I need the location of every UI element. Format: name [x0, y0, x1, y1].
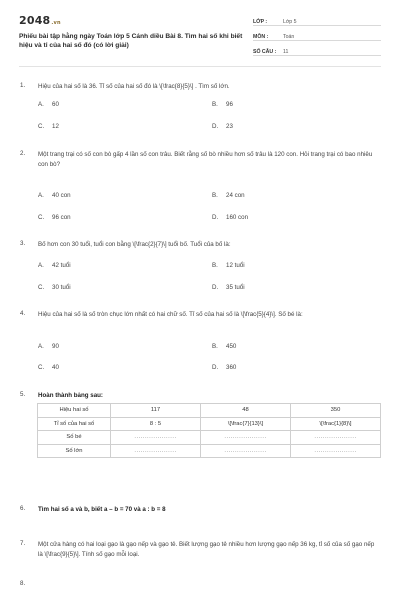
- table-row: [38, 431, 381, 445]
- option-text: 96 con: [52, 214, 71, 221]
- option-text: 360: [226, 364, 237, 371]
- meta-key: SỐ CÂU :: [253, 49, 277, 55]
- meta-value: Toán: [283, 34, 295, 40]
- meta-row-subject: [253, 29, 381, 41]
- option-text: 160 con: [226, 214, 249, 221]
- blank-cell[interactable]: ....................: [111, 431, 201, 445]
- option-b[interactable]: [212, 101, 233, 108]
- option-a[interactable]: [38, 262, 71, 269]
- blank-cell[interactable]: ....................: [111, 444, 201, 458]
- table-cell: 48: [201, 404, 291, 418]
- question-text: Bố hơn con 30 tuổi, tuổi con bằng \[\frac{2}{7}\] tuổi bố. Tuổi của bố là:: [38, 241, 231, 248]
- question-number: 2.: [20, 150, 26, 157]
- option-text: 30 tuổi: [52, 284, 71, 291]
- option-b[interactable]: [212, 192, 245, 199]
- meta-info: [253, 14, 381, 59]
- option-b[interactable]: [212, 343, 236, 350]
- table-row: [38, 404, 381, 418]
- option-letter: C.: [38, 284, 45, 291]
- option-letter: A.: [38, 101, 44, 108]
- question-number: 7.: [20, 540, 26, 547]
- question-number: 6.: [20, 505, 26, 512]
- option-d[interactable]: [212, 123, 233, 130]
- table-cell: \[\frac{1}{8}\]: [291, 417, 381, 431]
- option-text: 96: [226, 101, 233, 108]
- option-d[interactable]: [212, 214, 248, 221]
- option-a[interactable]: [38, 343, 59, 350]
- option-text: 40 con: [52, 192, 71, 199]
- question-text: Một trang trại có số con bò gấp 4 lần số con trâu. Biết rằng số bò nhiều hơn số trâu là 120 con. Hỏi trang trại có bao nhiêu con bò?: [38, 151, 373, 168]
- question-text: Một cửa hàng có hai loại gạo là gạo nếp và gạo tẻ. Biết lượng gạo tẻ nhiều hơn lượng gạo nếp 36 kg, tỉ số của số gạo nếp là \[\frac{9}{5}\]. Tính số gạo mỗi loại.: [38, 541, 375, 558]
- option-d[interactable]: [212, 284, 245, 291]
- option-letter: A.: [38, 343, 44, 350]
- option-c[interactable]: [38, 364, 59, 371]
- question-text: Tìm hai số a và b, biết a – b = 70 và a : b = 8: [38, 506, 166, 513]
- table-cell: \[\frac{7}{13}\]: [201, 417, 291, 431]
- option-text: 60: [52, 101, 59, 108]
- worksheet-title: Phiếu bài tập hằng ngày Toán lớp 5 Cánh diều Bài 8. Tìm hai số khi biết hiệu và tỉ của hai số đó (có lời giải): [19, 33, 243, 49]
- blank-cell[interactable]: ....................: [201, 444, 291, 458]
- option-letter: D.: [212, 214, 219, 221]
- option-letter: B.: [212, 192, 218, 199]
- question-number: 4.: [20, 310, 26, 317]
- option-letter: B.: [212, 262, 218, 269]
- question-number: 5.: [20, 391, 26, 398]
- option-letter: D.: [212, 364, 219, 371]
- option-letter: C.: [38, 364, 45, 371]
- option-text: 12: [52, 123, 59, 130]
- option-letter: A.: [38, 262, 44, 269]
- worksheet-header: [19, 14, 381, 58]
- option-letter: C.: [38, 123, 45, 130]
- logo-text: 2048: [19, 14, 51, 27]
- meta-key: MÔN :: [253, 34, 269, 40]
- meta-key: LỚP :: [253, 19, 268, 25]
- option-letter: B.: [212, 101, 218, 108]
- fill-in-table: [37, 403, 381, 458]
- table-cell: Số lớn: [38, 444, 111, 458]
- option-c[interactable]: [38, 123, 59, 130]
- option-text: 90: [52, 343, 59, 350]
- option-c[interactable]: [38, 284, 71, 291]
- option-letter: D.: [212, 123, 219, 130]
- question-text: Hiệu của hai số là số tròn chục lớn nhất có hai chữ số. Tỉ số của hai số là \[\frac{5}{4}\]. Số bé là:: [38, 311, 303, 318]
- option-letter: A.: [38, 192, 44, 199]
- header-divider: [19, 66, 381, 67]
- option-text: 450: [226, 343, 237, 350]
- option-b[interactable]: [212, 262, 245, 269]
- option-text: 40: [52, 364, 59, 371]
- option-a[interactable]: [38, 101, 59, 108]
- option-text: 42 tuổi: [52, 262, 71, 269]
- option-text: 23: [226, 123, 233, 130]
- table-row: [38, 417, 381, 431]
- table-row: [38, 444, 381, 458]
- question-number: 3.: [20, 240, 26, 247]
- meta-value: Lớp 5: [283, 19, 297, 25]
- option-letter: C.: [38, 214, 45, 221]
- option-text: 35 tuổi: [226, 284, 245, 291]
- question-number: 8.: [20, 580, 26, 587]
- blank-cell[interactable]: ....................: [291, 431, 381, 445]
- option-letter: B.: [212, 343, 218, 350]
- option-a[interactable]: [38, 192, 71, 199]
- meta-value: 11: [283, 49, 289, 55]
- question-text: Hoàn thành bảng sau:: [38, 392, 103, 399]
- site-logo[interactable]: [19, 14, 61, 27]
- meta-row-count: [253, 44, 381, 56]
- table-cell: 8 : 5: [111, 417, 201, 431]
- option-d[interactable]: [212, 364, 236, 371]
- blank-cell[interactable]: ....................: [201, 431, 291, 445]
- logo-suffix: .vn: [51, 20, 61, 26]
- option-text: 24 con: [226, 192, 245, 199]
- question-text: Hiệu của hai số là 36. Tỉ số của hai số đó là \[\frac{8}{5}\] . Tìm số lớn.: [38, 83, 230, 90]
- table-cell: Số bé: [38, 431, 111, 445]
- meta-row-class: [253, 14, 381, 26]
- option-letter: D.: [212, 284, 219, 291]
- table-cell: Tỉ số của hai số: [38, 417, 111, 431]
- option-text: 12 tuổi: [226, 262, 245, 269]
- blank-cell[interactable]: ....................: [291, 444, 381, 458]
- option-c[interactable]: [38, 214, 71, 221]
- table-cell: 117: [111, 404, 201, 418]
- table-cell: Hiệu hai số: [38, 404, 111, 418]
- table-cell: 350: [291, 404, 381, 418]
- question-number: 1.: [20, 82, 26, 89]
